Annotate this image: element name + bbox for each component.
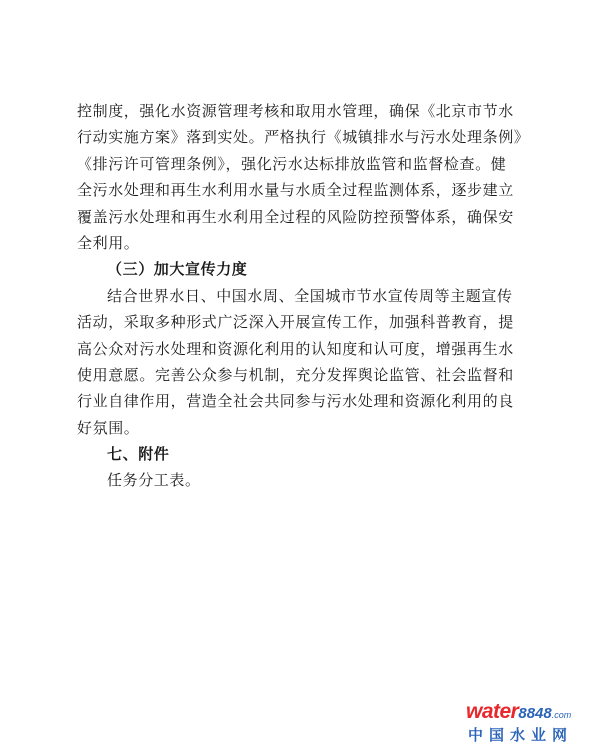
- document-body: [77, 98, 530, 494]
- section-heading-publicity: （三）加大宣传力度: [107, 260, 248, 279]
- paragraph-line: 行业自律作用，营造全社会共同参与污水处理和资源化利用的良: [77, 392, 514, 411]
- paragraph-line: 覆盖污水处理和再生水利用全过程的风险防控预警体系，确保安: [77, 207, 514, 226]
- paragraph-line: 好氛围。: [77, 418, 140, 437]
- paragraph-line: 《排污许可管理条例》，强化污水达标排放监管和监督检查。健: [77, 154, 507, 173]
- paragraph-line: 活动，采取多种形式广泛深入开展宣传工作，加强科普教育，提: [77, 313, 514, 332]
- paragraph-line: 任务分工表。: [107, 471, 201, 490]
- watermark-domain-suffix: .com: [551, 710, 572, 720]
- watermark-water-text: water: [466, 700, 519, 723]
- watermark-number-text: 8848: [518, 705, 552, 722]
- paragraph-line: 全利用。: [77, 233, 140, 252]
- site-watermark: [466, 700, 586, 746]
- watermark-chinese-name: 中国水业网: [468, 726, 574, 744]
- paragraph-line: 使用意愿。完善公众参与机制，充分发挥舆论监管、社会监督和: [77, 365, 514, 384]
- paragraph-line: 结合世界水日、中国水周、全国城市节水宣传周等主题宣传: [107, 286, 513, 305]
- section-heading-attachments: 七、附件: [107, 445, 170, 464]
- paragraph-line: 高公众对污水处理和资源化利用的认知度和认可度，增强再生水: [77, 339, 514, 358]
- paragraph-line: 行动实施方案》落到实处。严格执行《城镇排水与污水处理条例》: [77, 128, 530, 147]
- paragraph-line: 全污水处理和再生水利用水量与水质全过程监测体系，逐步建立: [77, 181, 514, 200]
- paragraph-line: 控制度，强化水资源管理考核和取用水管理，确保《北京市节水: [77, 102, 514, 120]
- watermark-logo: [466, 700, 571, 724]
